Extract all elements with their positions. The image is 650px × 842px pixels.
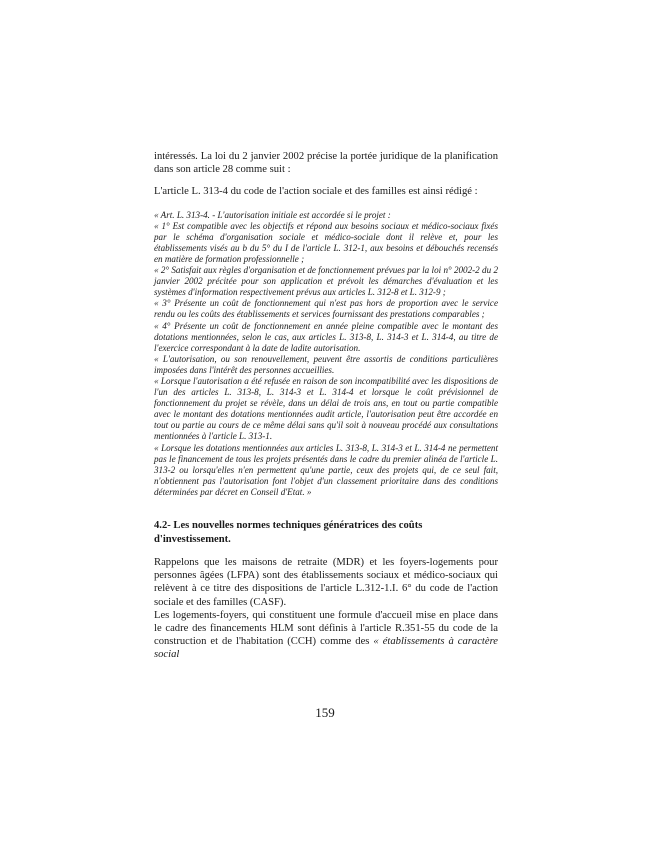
section-heading: 4.2- Les nouvelles normes techniques génératrices des coûts d'investissement. <box>154 520 423 545</box>
paragraph-logements-foyers <box>154 609 498 662</box>
quote-line: « Lorsque les dotations mentionnées aux articles L. 313-8, L. 314-3 et L. 314-4 ne permettent pas le financement de tous les projets présentés dans le cadre du premier alinéa de l'article L. 313-2 ou lorsqu'elles n'en permettent qu'une partie, ceux des projets qui, de ce seul fait, n'obtiennent pas l'autorisation font l'objet d'un classement prioritaire dans des conditions déterminées par décret en Conseil d'Etat. » <box>154 442 498 497</box>
quote-line: « 4° Présente un coût de fonctionnement en année pleine compatible avec le montant des dotations mentionnées, selon le cas, aux articles L. 313-8, L. 314-3 et L. 314-4, au titre de l'exercice correspondant à la date de ladite autorisation. <box>154 320 498 353</box>
quote-line: « Lorsque l'autorisation a été refusée en raison de son incompatibilité avec les dispositions de l'un des articles L. 313-8, L. 314-3 et L. 314-4 et lorsque le coût prévisionnel de fonctionnement du projet se révèle, dans un délai de trois ans, en tout ou partie compatible avec le montant des dotations mentionnées audit article, l'autorisation peut être accordée en tout ou partie au cours de ce même délai sans qu'il soit à nouveau procédé aux consultations mentionnées à l'article L. 313-1. <box>154 376 498 442</box>
paragraph-quote-text: « établissements à caractère social <box>154 636 498 661</box>
quote-line: « 3° Présente un coût de fonctionnement qui n'est pas hors de proportion avec le service rendu ou les coûts des établissements et services fournissant des prestations comparables ; <box>154 298 498 320</box>
quote-line: « L'autorisation, ou son renouvellement, peuvent être assortis de conditions particulières imposées dans l'intérêt des personnes accueillies. <box>154 353 498 375</box>
paragraph-text: Les logements-foyers, qui constituent une formule d'accueil mise en place dans le cadre des financements HLM sont définis à l'article R.351-55 du code de la construction et de l'habitation (CCH) comme des <box>154 609 498 648</box>
article-intro: L'article L. 313-4 du code de l'action sociale et des familles est ainsi rédigé : <box>154 186 478 198</box>
quote-line: « 1° Est compatible avec les objectifs et répond aux besoins sociaux et médico-sociaux fixés par le schéma d'organisation sociale et médico-sociale dont il relève et, pour les établissements visés au b du 5° du I de l'article L. 312-1, aux besoins et débouchés recensés en matière de formation professionnelle ; <box>154 220 498 264</box>
paragraph-mdr-lfpa: Rappelons que les maisons de retraite (MDR) et les foyers-logements pour personnes âgées (LFPA) sont des établissements sociaux et médico-sociaux qui relèvent à ce titre des dispositions de l'article L.312-1.I. 6° du code de l'action sociale et des familles (CASF). <box>154 557 498 608</box>
document-page <box>154 150 498 662</box>
quote-line: « Art. L. 313-4. - L'autorisation initiale est accordée si le projet : <box>154 209 391 220</box>
quote-line: « 2° Satisfait aux règles d'organisation et de fonctionnement prévues par la loi n° 2002-2 du 2 janvier 2002 précitée pour son application et prévoit les démarches d'évaluation et les systèmes d'information respectivement prévus aux articles L. 312-8 et L. 312-9 ; <box>154 265 498 298</box>
intro-paragraph: intéressés. La loi du 2 janvier 2002 précise la portée juridique de la planification dans son article 28 comme suit : <box>154 151 498 176</box>
page-number: 159 <box>315 705 335 720</box>
legal-quote <box>154 210 498 498</box>
